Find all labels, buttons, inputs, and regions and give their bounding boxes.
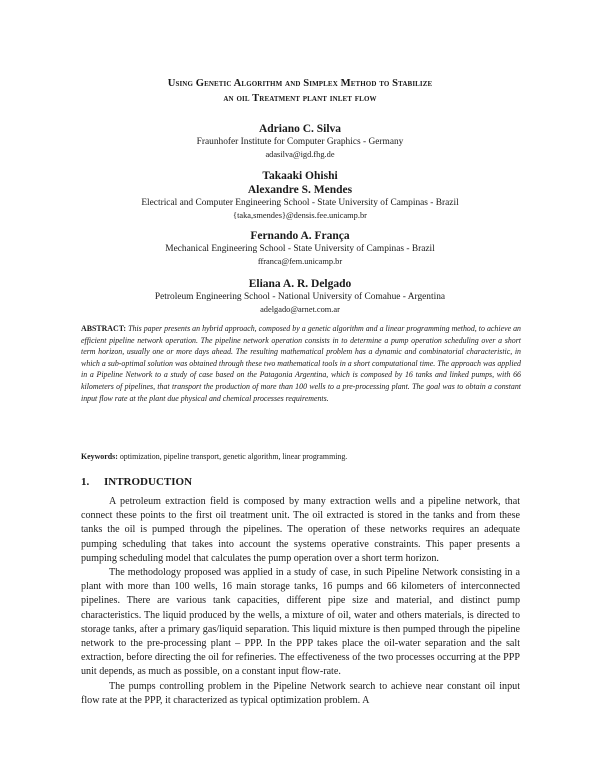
title-line-2-text: an oil Treatment plant inlet flow [223, 93, 377, 104]
author-block-3 [60, 229, 540, 268]
author-block-4 [60, 277, 540, 316]
author-affiliation: Petroleum Engineering School - National University of Comahue - Argentina [154, 292, 446, 302]
section-number: 1. [81, 476, 90, 488]
keywords-label: Keywords: [81, 452, 118, 461]
abstract-label: ABSTRACT: [81, 324, 127, 333]
author-affiliation: Fraunhofer Institute for Computer Graphics - Germany [196, 137, 404, 147]
author-block-2 [60, 169, 540, 222]
author-email: adelgado@arnet.com.ar [260, 304, 340, 314]
paragraph: The pumps controlling problem in the Pipeline Network search to achieve near constant oil input flow rate at the PPP, it characterized as typical optimization problem. A [81, 680, 520, 706]
section-heading [81, 475, 192, 489]
section-title: INTRODUCTION [104, 476, 193, 488]
author-name: Takaaki Ohishi [262, 170, 338, 182]
body-text [81, 495, 520, 708]
abstract-text: This paper presents an hybrid approach, composed by a genetic algorithm and a linear programming method, to achieve an efficient pipeline network operation. The pipeline network operation consists in to determine a pump operation scheduling over a short term horizon, usually one or more days ahead. The resulting mathematical problem has a dynamic and combinatorial characteristic, in which a sub-optimal solution was obtained through these two mathematical tools in a short computational time. The approach was applied in a Pipeline Network to a study of case based on the Patagonia Argentina, which is composed by 16 tanks and linked pumps, with 66 kilometers of pipelines, that transport the production of more than 100 wells to a pre-processing plant. The goal was to obtain a constant input flow rate at the plant due physical and chemical processes requirements. [81, 324, 521, 403]
abstract [81, 323, 521, 404]
keywords [81, 451, 521, 462]
author-name: Fernando A. França [250, 230, 350, 242]
author-email: {taka,smendes}@densis.fee.unicamp.br [233, 210, 367, 220]
author-name: Adriano C. Silva [258, 123, 342, 135]
author-email: adasilva@igd.fhg.de [265, 149, 335, 159]
author-name: Eliana A. R. Delgado [248, 278, 352, 290]
author-block-1 [60, 122, 540, 161]
keywords-text: optimization, pipeline transport, genetic algorithm, linear programming. [119, 452, 348, 461]
title-line-1-text: Using Genetic Algorithm and Simplex Method to Stabilize [167, 78, 433, 89]
title-line-1 [60, 76, 540, 91]
author-email: ffranca@fem.unicamp.br [257, 256, 343, 266]
author-affiliation: Electrical and Computer Engineering School - State University of Campinas - Brazil [141, 198, 459, 208]
title-line-2 [60, 91, 540, 106]
author-name: Alexandre S. Mendes [247, 184, 353, 196]
paper-title [60, 76, 540, 106]
author-affiliation: Mechanical Engineering School - State University of Campinas - Brazil [165, 244, 435, 254]
paragraph: A petroleum extraction field is composed by many extraction wells and a pipeline network, that connect these points to the first oil treatment unit. The oil extracted is stored in the tanks and from these tanks the oil is pumped through the pipelines. The operation of these networks requires an adequate pumping scheduling that takes into account the systems operative constraints. This paper presents a pumping scheduling model that calculates the pump operation over a short term horizon. [81, 496, 520, 564]
paragraph: The methodology proposed was applied in a study of case, in such Pipeline Network consisting in a plant with more than 100 wells, 16 main storage tanks, 16 pumps and 66 kilometers of interconnected pipelines. There are various tank capacities, different pipe size and material, and distinct pump characteristics. The liquid produced by the wells, a mixture of oil, water and others materials, is directed to storage tanks, after a primary gas/liquid separation. This liquid mixture is then pumped through the pipeline network to the pre-processing plant – PPP. In the PPP takes place the oil-water separation and the salt extraction, before directing the oil for refineries. The effectiveness of the two processes occurring at the PPP unit depends, as much as possible, on a constant input flow-rate. [81, 567, 520, 678]
